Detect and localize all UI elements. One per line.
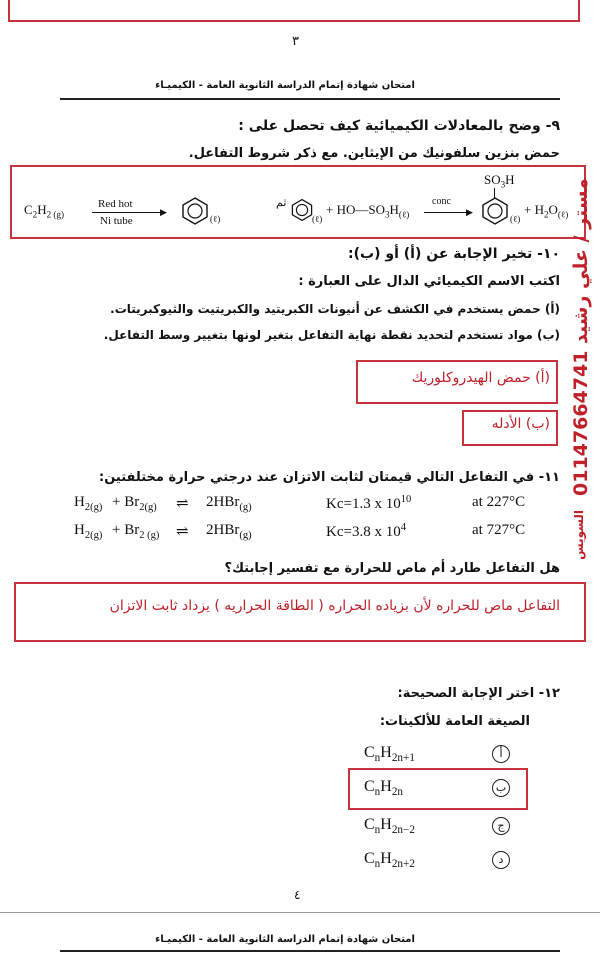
q11-question: هل التفاعل طارد أم ماص للحرارة مع تفسير إجابتك؟ bbox=[224, 561, 560, 576]
reaction-arrowhead-1: ▶ bbox=[160, 207, 167, 217]
q9-reaction bbox=[14, 168, 580, 234]
q12-option-d-marker: د bbox=[492, 851, 510, 869]
q11-answer: التفاعل ماص للحراره لأن بزياده الحراره ( الطاقة الحراريه ) يزداد ثابت الاتزان bbox=[109, 598, 560, 614]
q12-option-d[interactable] bbox=[360, 846, 520, 874]
condition-bottom: Ni tube bbox=[100, 215, 133, 227]
teacher-watermark: مستر / علي رشيد 01147664741 bbox=[570, 178, 592, 496]
q11-row-2-kc: Kc=3.8 x $10^4$ bbox=[326, 522, 406, 540]
q11-row-1 bbox=[74, 494, 574, 516]
q11-row-2-temp: at 727°C bbox=[472, 522, 526, 538]
benzene-state-2: (ℓ) bbox=[312, 214, 323, 224]
water-formula: + $H_2O_{(\ell)}$ bbox=[524, 202, 569, 220]
header-rule bbox=[60, 98, 560, 100]
q10-item-b: (ب) مواد تستخدم لتحديد نقطة نهاية التفاعل بتغير لونها بتغيير وسط التفاعل. bbox=[103, 328, 560, 342]
q12-option-b-marker: ب bbox=[492, 779, 510, 797]
benzene-sulfonic-ring-icon bbox=[480, 196, 510, 226]
q12-prompt: الصيغة العامة للألكينات: bbox=[379, 714, 530, 729]
acetylene-formula: $C_2H_{2 (g)}$ bbox=[24, 202, 65, 220]
q12-option-b-formula: $C_nH_{2n}$ bbox=[364, 778, 404, 799]
q11-row-1-kc: Kc=1.3 x $10^{10}$ bbox=[326, 494, 412, 512]
q12-option-b[interactable] bbox=[360, 774, 520, 802]
footer-title: امتحان شهادة إتمام الدراسة الثانوية العامة - الكيميـاء bbox=[155, 934, 415, 945]
page-number-bottom: ٤ bbox=[294, 888, 301, 902]
sulfuric-acid-formula: + $HO—SO_3H_{(\ell)}$ bbox=[326, 202, 410, 220]
benzene-ring-icon-2 bbox=[290, 198, 314, 222]
then-word: ثم bbox=[276, 197, 287, 209]
q11-heading: ١١- في التفاعل التالي قيمتان لثابت الاتزان عند درجتي حرارة مختلفتين: bbox=[99, 470, 560, 485]
q11-row-1-hbr: 2HBr$_{(g)}$ bbox=[206, 494, 252, 513]
page-number-top: ٣ bbox=[292, 34, 299, 49]
reaction-arrow-1 bbox=[92, 212, 166, 213]
q11-row-1-temp: at 227°C bbox=[472, 494, 526, 510]
product-state: (ℓ) bbox=[510, 214, 521, 224]
previous-answer-box bbox=[8, 0, 580, 22]
page-header-title: امتحان شهادة إتمام الدراسة الثانوية العامة - الكيميـاء bbox=[155, 80, 415, 91]
benzene-ring-icon bbox=[180, 196, 210, 226]
q12-option-c[interactable] bbox=[360, 812, 520, 840]
q11-row-2 bbox=[74, 522, 574, 544]
q12-option-a-marker: أ bbox=[492, 745, 510, 763]
q10-prompt: اكتب الاسم الكيميائي الدال على العبارة : bbox=[298, 274, 560, 289]
q11-row-1-h2: $H_{2(g)}$ bbox=[74, 494, 103, 513]
benzene-state: (ℓ) bbox=[210, 214, 221, 224]
q11-row-1-arrow: ⇌ bbox=[176, 496, 189, 512]
q10-heading: ١٠- تخير الإجابة عن (أ) أو (ب): bbox=[348, 246, 560, 262]
q10-answer-a: (أ) حمض الهيدروكلوريك bbox=[411, 370, 550, 386]
reaction-arrowhead-2: ▶ bbox=[466, 207, 473, 217]
reaction-arrow-2 bbox=[424, 212, 472, 213]
q12-option-c-marker: ج bbox=[492, 817, 510, 835]
footer-rule bbox=[60, 950, 560, 952]
q9-heading: ٩- وضح بالمعادلات الكيميائية كيف تحصل على : bbox=[238, 118, 560, 134]
q12-option-a[interactable] bbox=[360, 740, 520, 768]
q10-item-a: (أ) حمض يستخدم في الكشف عن أنيونات الكبريتيد والكبريتيت والثيوكبريتات. bbox=[110, 302, 560, 316]
condition-top: Red hot bbox=[98, 198, 133, 210]
q11-row-2-h2: $H_{2(g)}$ bbox=[74, 522, 103, 541]
watermark-city: السويس bbox=[572, 510, 586, 560]
conc-label: conc bbox=[432, 196, 451, 207]
q9-prompt: حمض بنزين سلفونيك من الإيثاين. مع ذكر شروط التفاعل. bbox=[188, 146, 560, 161]
q12-option-a-formula: $C_nH_{2n+1}$ bbox=[364, 744, 415, 765]
q11-row-2-br2: + $Br_{2 (g)}$ bbox=[112, 522, 160, 541]
q12-option-c-formula: $C_nH_{2n-2}$ bbox=[364, 816, 415, 837]
footer-rule-top bbox=[0, 912, 600, 913]
q11-row-2-arrow: ⇌ bbox=[176, 524, 189, 540]
q12-option-d-formula: $C_nH_{2n+2}$ bbox=[364, 850, 415, 871]
sulfonic-group: $SO_3H$ bbox=[484, 172, 515, 190]
q11-row-1-br2: + $Br_{2(g)}$ bbox=[112, 494, 157, 513]
q12-heading: ١٢- اختر الإجابة الصحيحة: bbox=[397, 686, 560, 701]
q11-row-2-hbr: 2HBr$_{(g)}$ bbox=[206, 522, 252, 541]
q10-answer-b: (ب) الأدله bbox=[491, 416, 550, 432]
